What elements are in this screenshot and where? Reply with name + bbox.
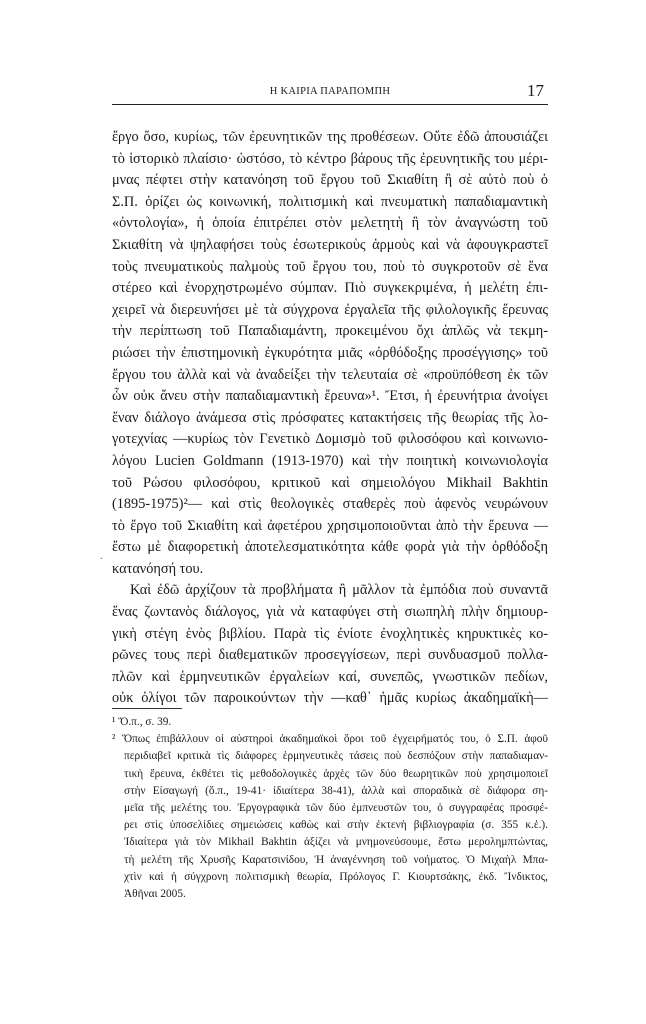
- body-line: τοῦ Ρώσου φιλοσόφου, κριτικοῦ καὶ σημειολόγου Mikhail Bakhtin: [112, 474, 548, 491]
- footnotes: [112, 714, 548, 903]
- body-line: χειρεῖ νὰ διερευνήσει μὲ τὰ σύγχρονα ἐργαλεῖα τῆς φιλολογικῆς ἔρευνας: [112, 301, 548, 318]
- body-line: (1895-1975)²— καὶ στὶς θεολογικὲς σταθερὲς ποὺ ἀφενὸς νευρώνουν: [112, 496, 548, 513]
- footnote-line: χτὶν καὶ ἡ σύγχρονη πολιτισμικὴ θεωρία, Πρόλογος Γ. Κιουρτσάκης, ἐκδ. Ἴνδικτος,: [124, 870, 548, 883]
- body-line: γικὴ στέγη ἑνὸς βιβλίου. Παρὰ τὶς ἐνίοτε ἐνοχλητικὲς κηρυκτικὲς κο-: [112, 625, 548, 642]
- footnote-line: μεῖα τῆς μελέτης του. Ἐργογραφικὰ τῶν δύο ἐμπνευστῶν του, ὁ συγγραφέας προσφέ-: [124, 801, 548, 814]
- body-line: τοὺς πνευματικοὺς παλμοὺς τοῦ ἔργου του, ποὺ τὸ συγκροτοῦν σὲ ἕνα: [112, 258, 548, 275]
- body-line: πλῶν καὶ ἑρμηνευτικῶν ἐργαλείων καί, συνεπῶς, γνωστικῶν πεδίων,: [112, 668, 548, 685]
- body-line: τὸ ἔργο τοῦ Σκιαθίτη καὶ ἀφετέρου χρησιμοποιοῦνται ἀπὸ τὴν ἔρευνα —: [112, 517, 548, 534]
- running-title: Η ΚΑΙΡΙΑ ΠΑΡΑΠΟΜΠΗ: [269, 86, 391, 97]
- body-line: ὧν οὐκ ἄνευ στὴν παπαδιαμαντικὴ ἔρευνα»¹. Ἔτσι, ἡ ἐρευνήτρια ἀνοίγει: [112, 388, 548, 405]
- footnote-line: τικὴ ἔρευνα, ἐκθέτει τὶς μεθοδολογικὲς ἀρχὲς τῶν δύο θεωρητικῶν ποὺ χρησιμοποιεῖ: [124, 767, 548, 780]
- footnote-1: ¹ Ὅ.π., σ. 39.: [112, 716, 172, 728]
- body-line: τὸ ἱστορικὸ πλαίσιο· ὡστόσο, τὸ κέντρο βάρους τῆς ἐρευνητικῆς του μέρι-: [112, 150, 548, 167]
- footnote-line: Ἀθῆναι 2005.: [124, 887, 186, 900]
- header-rule: [112, 104, 548, 105]
- body-line: γοτεχνίας —κυρίως τὸν Γενετικὸ Δομισμὸ τοῦ φιλοσόφου καὶ κοινωνιο-: [112, 431, 548, 448]
- body-line: ἕνας ζωντανὸς διάλογος, γιὰ νὰ καταφύγει στὴ σιωπηλὴ πλὴν δημιουρ-: [112, 604, 548, 621]
- page-number: 17: [527, 81, 544, 100]
- footnote-line: ρει στὶς ὑποσελίδιες σημειώσεις καθὼς καὶ στὴν ἐκτενὴ βιβλιογραφία (σ. 355 κ.ἑ.).: [124, 819, 548, 832]
- body-line: Σ.Π. ὁρίζει ὡς κοινωνική, πολιτισμικὴ καὶ πνευματικὴ παπαδιαμαντικὴ: [112, 193, 548, 210]
- footnote-rule: [112, 708, 182, 709]
- body-line: κατανόησή του.: [112, 560, 204, 577]
- body-line: ρῶνες τους περὶ διαθεματικῶν προσεγγίσεων, περὶ συνδυασμοῦ πολλα-: [112, 647, 548, 664]
- footnote-line: περιδιαβεῖ κριτικὰ τὶς διάφορες ἑρμηνευτικὲς τάσεις ποὺ δεσπόζουν στὴν παπαδιαμαν-: [124, 750, 548, 763]
- footnote-2: [112, 731, 548, 903]
- footnote-line: ² Ὅπως ἐπιβάλλουν οἱ αὐστηροὶ ἀκαδημαϊκοὶ ὅροι τοῦ ἐγχειρήματός του, ὁ Σ.Π. ἀφοῦ: [112, 733, 548, 746]
- footnote-line: τὴ μελέτη τῆς Χρυσῆς Καρατσινίδου, Ἡ ἀναγέννηση τοῦ νοήματος. Ὁ Μιχαὴλ Μπα-: [124, 853, 548, 866]
- body-line: ἔργου του ἀλλὰ καὶ νὰ ἀναδείξει τὴν τελευταία σὲ «προϋπόθεση ἐκ τῶν: [112, 366, 548, 383]
- body-line: ἔστω μὲ διαφορετικὴ ἀποτελεσματικότητα κάθε φορὰ γιὰ τὴν ὀρθόδοξη: [112, 539, 548, 556]
- footnote-line: στὴν Εἰσαγωγή (ὅ.π., 19-41· ἰδιαίτερα 38-41), ἀλλὰ καὶ σποραδικὰ σὲ διάφορα ση-: [124, 784, 548, 797]
- body-line: ριώσει τὴν ἐπιστημονικὴ ἐγκυρότητα μιᾶς «ὀρθόδοξης προσέγγισης» τοῦ: [112, 344, 548, 361]
- body-line: τὴν περίπτωση τοῦ Παπαδιαμάντη, προκειμένου ὄχι ἁπλῶς νὰ τεκμη-: [112, 323, 548, 340]
- body-line: Σκιαθίτη νὰ ψηλαφήσει τοὺς ἐσωτερικοὺς ἁρμοὺς καὶ νὰ ἀφουγκραστεῖ: [112, 236, 548, 253]
- body-line: «ὀντολογία», ἡ ὁποία ἐπιτρέπει στὸν μελετητὴ ἢ τὸν ἀναγνώστη τοῦ: [112, 215, 548, 232]
- body-line: ἔργο ὅσο, κυρίως, τῶν ἐρευνητικῶν της προθέσεων. Οὔτε ἐδῶ ἀπουσιάζει: [112, 129, 548, 145]
- body-line: Καὶ ἐδῶ ἀρχίζουν τὰ προβλήματα ἢ μᾶλλον τὰ ἐμπόδια ποὺ συναντᾶ: [130, 582, 548, 599]
- footnote-line: Ἰδιαίτερα γιὰ τὸν Mikhail Bakhtin ἀξίζει νὰ μνημονεύσουμε, ἔστω μερολημπτώντας,: [124, 836, 548, 849]
- margin-mark: .: [100, 551, 103, 562]
- running-head: [112, 83, 548, 103]
- body-line: λόγου Lucien Goldmann (1913-1970) καὶ τὴν ποιητικὴ κοινωνιολογία: [112, 452, 548, 469]
- body-line: στέρεο καὶ ἐνορχηστρωμένο σύμπαν. Πιὸ συγκεκριμένα, ἡ μελέτη ἐπι-: [112, 280, 548, 297]
- body-line: ἕναν διάλογο ἀνάμεσα στὶς πρόσφατες κατακτήσεις τῆς θεωρίας τῆς λο-: [112, 409, 548, 426]
- body-line: οὐκ ὀλίγοι τῶν παροικούντων τὴν —καθ᾽ ἡμᾶς κυρίως ἀκαδημαϊκὴ—: [112, 690, 548, 707]
- body-line: μνας πέφτει στὴν κατανόηση τοῦ ἔργου τοῦ Σκιαθίτη ἢ σὲ αὐτὸ ποὺ ὁ: [112, 172, 548, 189]
- body-text: [112, 127, 548, 710]
